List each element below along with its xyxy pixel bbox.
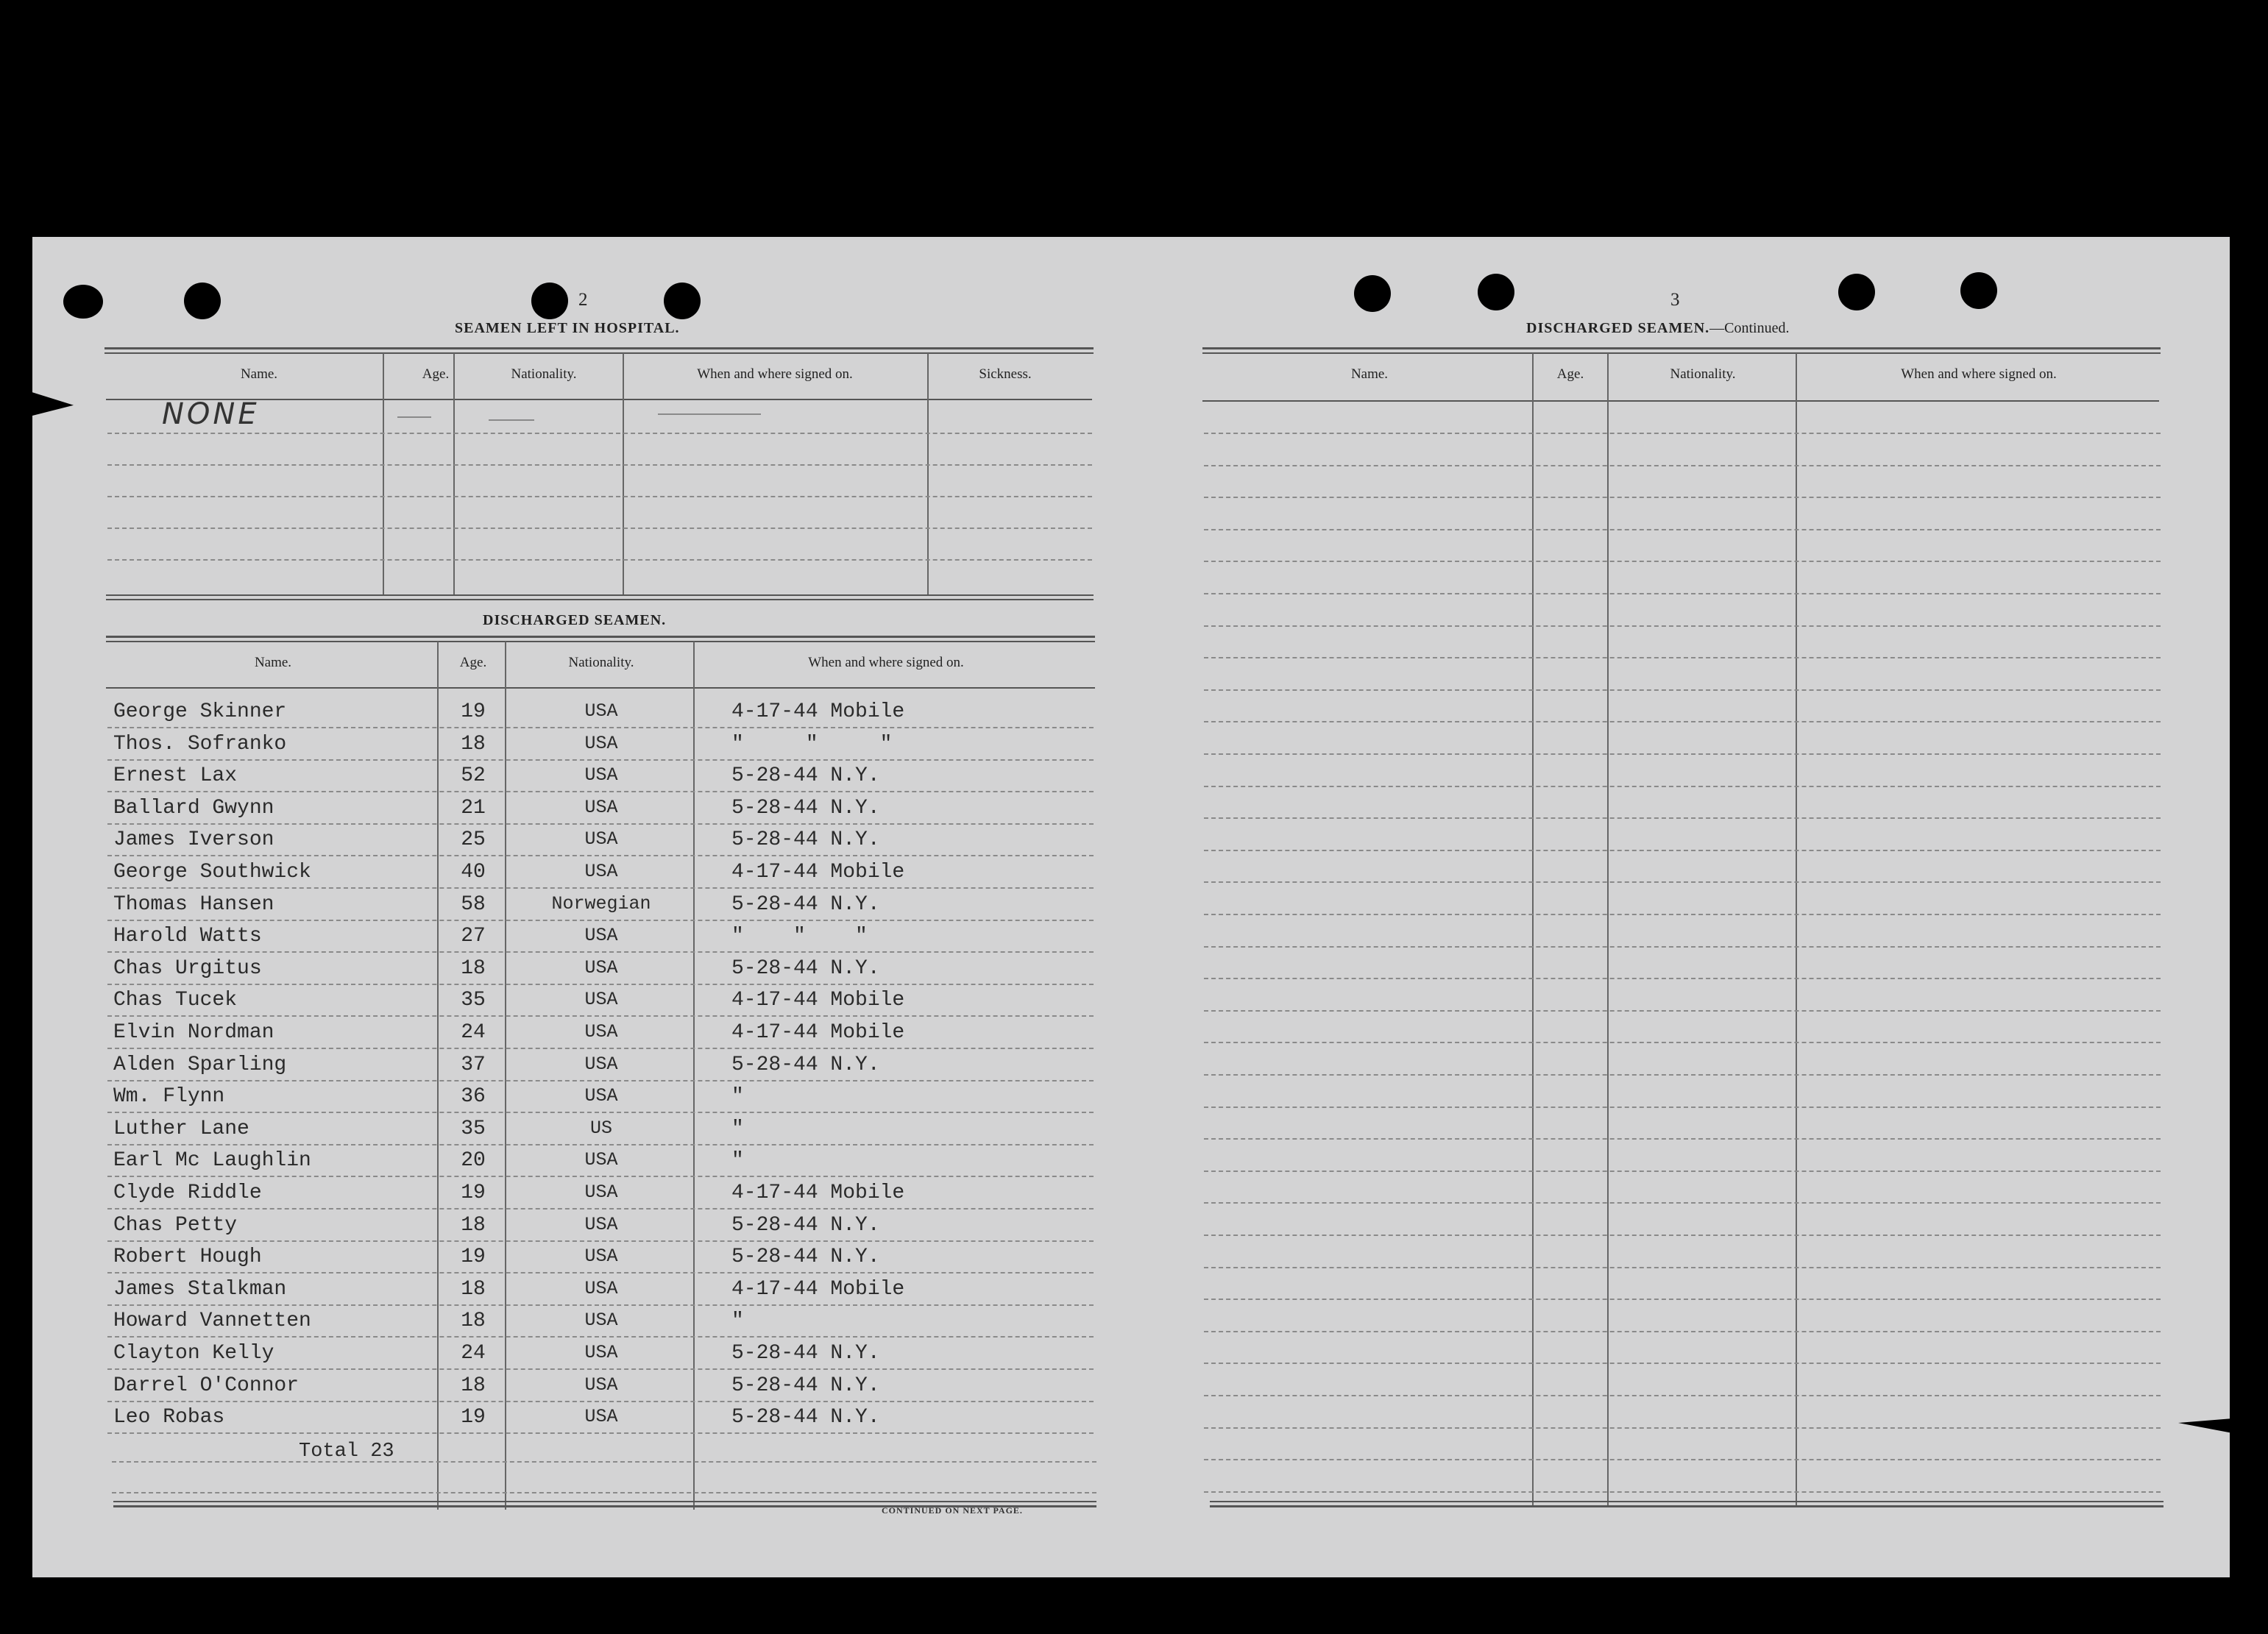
handwritten-dash-age [397,416,431,418]
row-rule [107,951,1094,953]
row-rule [1204,1331,2161,1332]
seaman-signed-on: 4-17-44 Mobile [731,1182,905,1204]
punch-hole-decoration [63,285,103,319]
column-header-signed-on: When and where signed on. [697,366,853,382]
row-rule [1204,1171,2161,1172]
seaman-age: 25 [461,828,486,851]
seaman-name: George Southwick [113,861,311,884]
seaman-name: Robert Hough [113,1246,262,1268]
column-header-name: Name. [1350,366,1389,382]
row-rule [1204,1042,2161,1043]
seaman-age: 35 [461,989,486,1012]
seaman-signed-on: 4-17-44 Mobile [731,700,905,723]
row-rule [1204,657,2161,658]
seaman-nationality: USA [584,1085,618,1106]
seaman-nationality: USA [584,1278,618,1299]
column-header-nationality: Nationality. [568,655,634,670]
seaman-age: 40 [461,861,486,884]
section-title-text: DISCHARGED SEAMEN. [1526,320,1710,336]
row-rule [1204,1363,2161,1364]
seaman-age: 18 [461,1310,486,1332]
seaman-age: 21 [461,797,486,820]
header-rule [106,687,1095,689]
row-rule [1204,1074,2161,1076]
row-rule [1204,881,2161,883]
row-rule [1204,1235,2161,1236]
section-title: SEAMEN LEFT IN HOSPITAL. [455,320,680,336]
section-title-suffix: —Continued. [1709,320,1790,336]
seaman-nationality: USA [584,1374,618,1396]
seaman-age: 18 [461,1374,486,1397]
column-header-age: Age. [422,366,450,382]
row-rule [107,464,1092,466]
seaman-nationality: USA [584,1182,618,1203]
column-header-sickness: Sickness. [979,366,1032,382]
row-rule [107,1401,1094,1402]
seaman-age: 27 [461,925,486,948]
column-header-signed-on: When and where signed on. [808,655,964,670]
seaman-name: James Stalkman [113,1278,287,1301]
seaman-signed-on: 5-28-44 N.Y. [731,1406,880,1429]
seaman-name: Luther Lane [113,1118,249,1140]
table-top-rule [106,636,1095,638]
table-top-rule [1202,352,2161,354]
row-rule [1204,593,2161,594]
row-rule [1204,721,2161,722]
seaman-signed-on: " [731,1118,744,1140]
seaman-nationality: USA [584,1054,618,1075]
seaman-signed-on: 5-28-44 N.Y. [731,957,880,980]
row-rule [107,887,1094,889]
seaman-signed-on: " " " [731,925,868,948]
table-bottom-rule [1210,1505,2164,1507]
row-rule [1204,1491,2161,1493]
total-count: Total 23 [299,1441,394,1463]
row-rule [1204,978,2161,979]
seaman-name: Thos. Sofranko [113,733,287,756]
seaman-name: Ballard Gwynn [113,797,274,820]
row-rule [107,1336,1094,1338]
row-rule [1204,1010,2161,1012]
seaman-age: 20 [461,1149,486,1172]
seaman-name: Chas Tucek [113,989,238,1012]
punch-hole-decoration [664,283,701,319]
row-rule [107,1272,1094,1274]
row-rule [107,1048,1094,1049]
seaman-signed-on: " [731,1085,744,1108]
row-rule [112,1461,1096,1463]
row-rule [1204,1138,2161,1140]
row-rule [1204,1267,2161,1268]
seaman-nationality: Norwegian [551,893,651,914]
seaman-name: Clyde Riddle [113,1182,262,1204]
row-rule [107,433,1092,434]
row-rule [1204,1299,2161,1300]
punch-hole-decoration [1960,272,1997,309]
punch-hole-decoration [1354,275,1391,312]
seaman-signed-on: 5-28-44 N.Y. [731,1054,880,1076]
row-rule [1204,1202,2161,1204]
seaman-nationality: USA [584,1149,618,1171]
row-rule [1204,1459,2161,1460]
row-rule [1204,561,2161,562]
seaman-age: 19 [461,700,486,723]
row-rule [107,855,1094,856]
seaman-age: 18 [461,733,486,756]
row-rule [107,791,1094,792]
seaman-signed-on: 5-28-44 N.Y. [731,1374,880,1397]
seaman-name: George Skinner [113,700,287,723]
row-rule [107,1112,1094,1113]
seaman-signed-on: 5-28-44 N.Y. [731,797,880,820]
seaman-signed-on: 4-17-44 Mobile [731,989,905,1012]
seaman-name: Leo Robas [113,1406,225,1429]
seaman-nationality: US [589,1118,612,1139]
column-header-signed-on: When and where signed on. [1901,366,2057,382]
seaman-nationality: USA [584,1214,618,1235]
table-top-rule [106,641,1095,642]
seaman-nationality: USA [584,1021,618,1042]
seaman-nationality: USA [584,989,618,1010]
seaman-signed-on: 5-28-44 N.Y. [731,764,880,787]
row-rule [107,920,1094,921]
seaman-age: 58 [461,893,486,916]
seaman-nationality: USA [584,797,618,818]
row-rule [1204,786,2161,787]
row-rule [1204,497,2161,498]
seaman-name: Chas Urgitus [113,957,262,980]
seaman-name: Howard Vannetten [113,1310,311,1332]
handwritten-none-entry: NONE [162,397,260,431]
seaman-signed-on: 4-17-44 Mobile [731,861,905,884]
seaman-signed-on: 5-28-44 N.Y. [731,1214,880,1237]
row-rule [1204,753,2161,755]
table-bottom-rule [106,599,1094,600]
column-header-age: Age. [459,655,487,670]
seaman-name: Clayton Kelly [113,1342,274,1365]
row-rule [107,1144,1094,1145]
seaman-name: Chas Petty [113,1214,238,1237]
seaman-name: Elvin Nordman [113,1021,274,1044]
row-rule [107,727,1094,728]
seaman-age: 24 [461,1021,486,1044]
column-divider [1796,353,1797,1505]
row-rule [1204,914,2161,915]
column-header-name: Name. [240,366,278,382]
row-rule [112,1492,1096,1493]
table-bottom-rule [1210,1501,2164,1502]
seaman-age: 18 [461,1278,486,1301]
row-rule [1204,946,2161,948]
punch-hole-decoration [184,283,221,319]
row-rule [107,1208,1094,1209]
section-title: DISCHARGED SEAMEN. [483,612,667,628]
seaman-age: 24 [461,1342,486,1365]
row-rule [107,559,1092,561]
seaman-name: Harold Watts [113,925,262,948]
seaman-age: 18 [461,957,486,980]
row-rule [1204,529,2161,530]
row-rule [107,496,1092,497]
seaman-name: Darrel O'Connor [113,1374,300,1397]
column-header-name: Name. [254,655,292,670]
column-divider [1607,353,1609,1505]
row-rule [107,1080,1094,1081]
row-rule [1204,1427,2161,1429]
binding-notch-left [29,391,74,416]
seaman-name: Earl Mc Laughlin [113,1149,311,1172]
seaman-signed-on: 5-28-44 N.Y. [731,893,880,916]
table-top-rule [104,352,1094,354]
seaman-name: Wm. Flynn [113,1085,225,1108]
seaman-signed-on: 4-17-44 Mobile [731,1021,905,1044]
seaman-nationality: USA [584,1310,618,1331]
row-rule [1204,465,2161,466]
seaman-nationality: USA [584,957,618,978]
seaman-name: Alden Sparling [113,1054,287,1076]
handwritten-dash-signed-on [658,413,761,415]
seaman-signed-on: 5-28-44 N.Y. [731,1246,880,1268]
seaman-nationality: USA [584,1342,618,1363]
seaman-signed-on: 5-28-44 N.Y. [731,1342,880,1365]
seaman-nationality: USA [584,1406,618,1427]
seaman-nationality: USA [584,925,618,946]
row-rule [1204,689,2161,691]
seaman-age: 19 [461,1406,486,1429]
seaman-age: 18 [461,1214,486,1237]
seaman-name: James Iverson [113,828,274,851]
ledger-sheet [32,237,2230,1577]
column-header-age: Age. [1556,366,1584,382]
seaman-nationality: USA [584,700,618,722]
punch-hole-decoration [1838,274,1875,310]
row-rule [1204,817,2161,819]
seaman-age: 36 [461,1085,486,1108]
handwritten-dash-nationality [489,419,534,421]
row-rule [1204,433,2161,434]
table-top-rule [1202,347,2161,349]
column-header-nationality: Nationality. [1670,366,1736,382]
seaman-age: 19 [461,1246,486,1268]
row-rule [107,1432,1094,1434]
row-rule [1204,1106,2161,1108]
row-rule [1204,625,2161,627]
punch-hole-decoration [1478,274,1514,310]
seaman-name: Thomas Hansen [113,893,274,916]
page-number: 2 [578,290,588,310]
row-rule [1204,850,2161,851]
header-rule [1202,400,2159,402]
row-rule [107,1368,1094,1370]
seaman-nationality: USA [584,1246,618,1267]
row-rule [107,759,1094,761]
page-number: 3 [1670,290,1680,310]
table-top-rule [104,347,1094,349]
row-rule [107,1015,1094,1017]
seaman-age: 37 [461,1054,486,1076]
seaman-age: 52 [461,764,486,787]
continued-note: CONTINUED ON NEXT PAGE. [882,1505,1023,1516]
seaman-signed-on: 5-28-44 N.Y. [731,828,880,851]
row-rule [1204,1395,2161,1396]
seaman-age: 19 [461,1182,486,1204]
row-rule [107,1240,1094,1242]
row-rule [107,1176,1094,1177]
table-bottom-rule [106,594,1094,596]
seaman-nationality: USA [584,733,618,754]
row-rule [107,823,1094,825]
column-divider [1532,353,1534,1505]
seaman-nationality: USA [584,764,618,786]
seaman-age: 35 [461,1118,486,1140]
section-title [1526,320,1790,337]
seaman-nationality: USA [584,861,618,882]
binding-notch-right [2178,1418,2233,1433]
table-bottom-rule [113,1501,1096,1502]
seaman-name: Ernest Lax [113,764,238,787]
row-rule [107,1304,1094,1306]
seaman-nationality: USA [584,828,618,850]
seaman-signed-on: " [731,1149,744,1172]
seaman-signed-on: " [731,1310,744,1332]
seaman-signed-on: " " " [731,733,893,756]
seaman-signed-on: 4-17-44 Mobile [731,1278,905,1301]
row-rule [107,984,1094,985]
punch-hole-decoration [531,283,568,319]
row-rule [107,528,1092,529]
column-header-nationality: Nationality. [511,366,577,382]
